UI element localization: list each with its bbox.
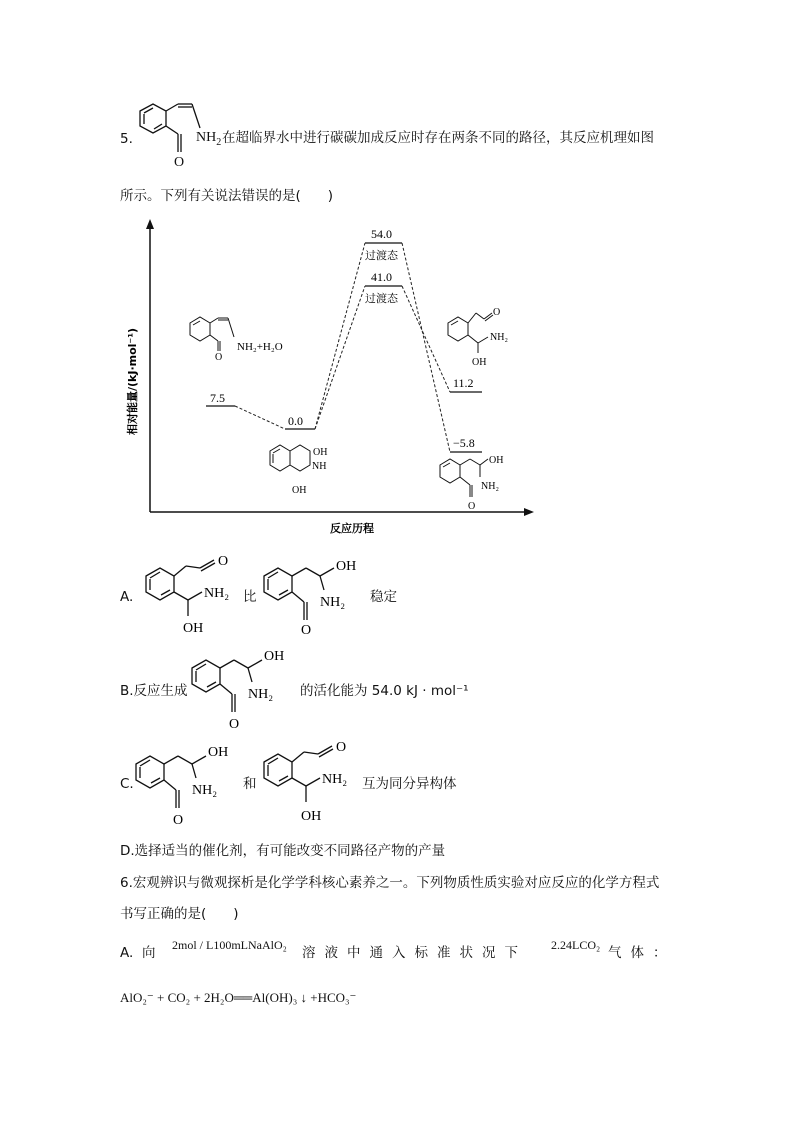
q5-number: 5. <box>120 131 133 147</box>
opt-c-s2-NH2: NH₂ <box>322 772 348 787</box>
q6-equation: AlO₂⁻ + CO₂ + 2H₂O══Al(OH)₃ ↓ +HCO₃⁻ <box>120 990 357 1005</box>
value-product-a: 11.2 <box>453 376 474 390</box>
q6-option-a-formula1: 2mol / L100mLNaAlO₂ <box>172 938 287 952</box>
opt-c-s2-OH: OH <box>301 809 322 824</box>
label-ts-high: 过渡态 <box>365 249 398 262</box>
value-ts-high: 54.0 <box>371 227 392 241</box>
option-c-structure-1 <box>128 736 243 831</box>
value-reactant: 7.5 <box>210 391 225 405</box>
q5-stem-line1: 在超临界水中进行碳碳加成反应时存在两条不同的路径，其反应机理如图 <box>222 130 654 146</box>
product-a-O: O <box>493 307 501 318</box>
opt-a-s1-OH: OH <box>183 621 204 636</box>
label-ts-low: 过渡态 <box>365 292 398 305</box>
product-b-NH2: NH₂ <box>481 481 499 492</box>
product-b-OH: OH <box>489 455 504 466</box>
q6-option-a-word3: 气体： <box>608 945 676 961</box>
option-c-structure-2 <box>256 732 366 830</box>
diagram-reactant-label: NH₂+H₂O <box>237 341 283 353</box>
option-c-letter: C. <box>120 776 134 792</box>
q5-stem-line2: 所示。下列有关说法错误的是( ) <box>120 188 334 204</box>
q6-option-a-word2: 溶液中通入标准状况下 <box>302 945 527 961</box>
q5-nh2-label <box>196 130 221 148</box>
intermediate-NH: NH <box>312 461 327 472</box>
option-b-structure <box>184 640 299 735</box>
option-a-letter: A. <box>120 589 134 605</box>
option-a-structure-1 <box>138 548 243 640</box>
opt-a-s1-O: O <box>218 554 229 569</box>
product-a-OH: OH <box>472 357 487 368</box>
diagram-reactant-O: O <box>215 352 223 363</box>
q6-option-a-formula2: 2.24LCO₂ <box>551 938 601 952</box>
value-product-b: −5.8 <box>453 436 475 450</box>
opt-c-s1-O: O <box>173 813 184 828</box>
opt-b-NH2: NH₂ <box>248 687 274 702</box>
x-axis-arrow <box>524 508 534 516</box>
q5-nh-sub: 2 <box>216 136 222 148</box>
q5-nh-text: NH <box>196 130 217 145</box>
option-a-compare: 比 <box>243 589 257 605</box>
y-axis-arrow <box>146 219 154 229</box>
opt-a-s2-OH: OH <box>336 559 357 574</box>
q6-stem-line1: 6.宏观辨识与微观探析是化学学科核心素养之一。下列物质性质实验对应反应的化学方程式 <box>120 875 660 891</box>
opt-c-s2-O: O <box>336 740 347 755</box>
q6-option-a-word1: 向 <box>142 945 156 961</box>
opt-c-s1-NH2: NH₂ <box>192 783 218 798</box>
q6-stem-line2: 书写正确的是( ) <box>120 906 239 922</box>
q6-option-a-letter: A. <box>120 945 134 961</box>
opt-c-s1-OH: OH <box>208 745 229 760</box>
option-c-end: 互为同分异构体 <box>362 776 457 792</box>
y-axis-label: 相对能量/(kJ·mol⁻¹) <box>126 327 139 435</box>
option-a-structure-2 <box>256 548 371 640</box>
intermediate-OH-top: OH <box>313 447 328 458</box>
diagram-intermediate-structure <box>270 445 310 471</box>
value-intermediate: 0.0 <box>288 414 303 428</box>
x-axis-label: 反应历程 <box>330 522 374 535</box>
energy-diagram <box>120 215 540 540</box>
opt-a-s1-NH2: NH₂ <box>204 586 230 601</box>
value-ts-low: 41.0 <box>371 270 392 284</box>
product-a-NH2: NH₂ <box>490 332 508 343</box>
diagram-reactant-structure <box>190 317 234 351</box>
opt-b-O: O <box>229 717 240 732</box>
option-d-text: D.选择适当的催化剂，有可能改变不同路径产物的产量 <box>120 843 446 859</box>
opt-a-s2-O: O <box>301 623 312 638</box>
opt-b-OH: OH <box>264 649 285 664</box>
option-b-end: 的活化能为 54.0 kJ · mol⁻¹ <box>300 683 469 699</box>
diagram-product-a-structure <box>448 313 493 353</box>
intermediate-OH-bottom: OH <box>292 485 307 496</box>
opt-a-s2-NH2: NH₂ <box>320 595 346 610</box>
product-b-O: O <box>468 501 476 512</box>
q5-ring-oxygen: O <box>174 155 185 170</box>
option-b-prefix: B.反应生成 <box>120 683 188 699</box>
option-a-end: 稳定 <box>370 589 397 605</box>
option-c-and: 和 <box>243 776 257 792</box>
